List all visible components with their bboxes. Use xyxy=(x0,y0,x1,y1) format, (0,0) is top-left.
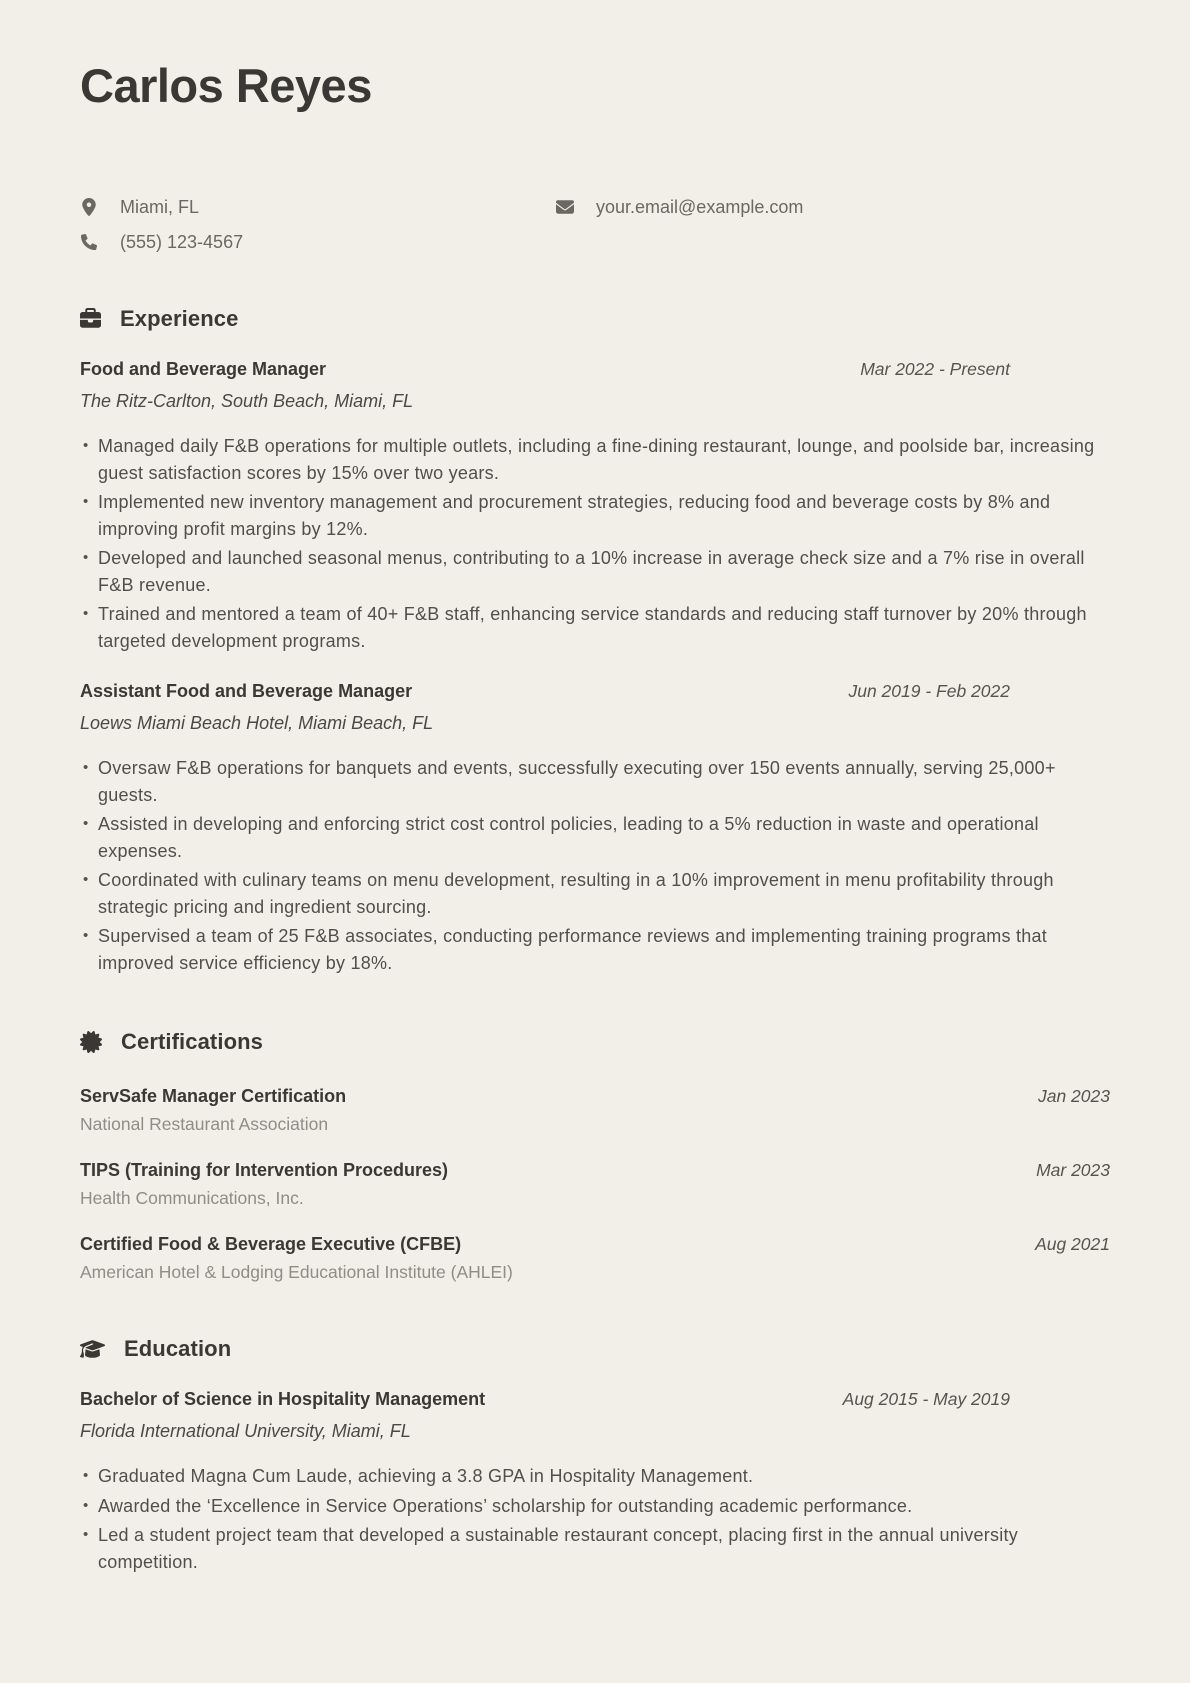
job-title: Assistant Food and Beverage Manager xyxy=(80,681,413,701)
job-company: Loews Miami Beach Hotel, Miami Beach, FL xyxy=(80,713,434,733)
certificate-seal-icon xyxy=(80,1031,102,1053)
certification-date: Jan 2023 xyxy=(1037,1086,1110,1106)
degree-title: Bachelor of Science in Hospitality Management xyxy=(80,1389,486,1409)
person-name: Carlos Reyes xyxy=(80,59,372,112)
certification-title: TIPS (Training for Intervention Procedures) xyxy=(80,1160,449,1180)
bullet-item: • Assisted in developing and enforcing strict cost control policies, leading to a 5% reduction in waste and operational expenses. xyxy=(80,811,1110,864)
bullet-item: • Implemented new inventory management and procurement strategies, reducing food and beverage costs by 8% and improving profit margins by 12%. xyxy=(80,489,1110,542)
phone-icon xyxy=(80,233,98,251)
contact-section xyxy=(80,196,1110,253)
contact-item-phone xyxy=(80,232,556,253)
bullet-item: • Supervised a team of 25 F&B associates, conducting performance reviews and implementing training programs that improved service efficiency by 18%. xyxy=(80,923,1110,976)
certification-entry xyxy=(80,1159,1110,1209)
certification-date: Mar 2023 xyxy=(1036,1160,1110,1180)
education-dates: Aug 2015 - May 2019 xyxy=(842,1389,1010,1409)
school-name: Florida International University, Miami, FL xyxy=(80,1421,411,1441)
education-entry xyxy=(80,1388,1110,1575)
certifications-heading xyxy=(80,1028,1110,1055)
contact-item-location xyxy=(80,197,556,218)
job-entry xyxy=(80,358,1110,654)
bullet-item: • Led a student project team that developed a sustainable restaurant concept, placing first in the annual university competition. xyxy=(80,1522,1110,1575)
bullet-list xyxy=(80,1463,1110,1575)
experience-title: Experience xyxy=(120,306,239,331)
bullet-item: • Graduated Magna Cum Laude, achieving a 3.8 GPA in Hospitality Management. xyxy=(80,1463,1110,1490)
bullet-list xyxy=(80,755,1110,976)
education-heading xyxy=(80,1335,1110,1362)
bullet-item: • Coordinated with culinary teams on menu development, resulting in a 10% improvement in menu profitability through strategic pricing and ingredient sourcing. xyxy=(80,867,1110,920)
location-pin-icon xyxy=(80,198,98,216)
certifications-title: Certifications xyxy=(121,1029,263,1054)
bullet-item: • Oversaw F&B operations for banquets and events, successfully executing over 150 events annually, serving 25,000+ guests. xyxy=(80,755,1110,808)
certification-issuer: National Restaurant Association xyxy=(80,1114,329,1134)
experience-heading xyxy=(80,305,1110,332)
contact-email-text: your.email@example.com xyxy=(596,196,804,217)
briefcase-icon xyxy=(80,308,101,329)
contact-item-email xyxy=(556,197,1110,218)
section-education xyxy=(80,1335,1110,1575)
job-entry xyxy=(80,680,1110,976)
envelope-icon xyxy=(556,198,574,216)
job-title: Food and Beverage Manager xyxy=(80,359,327,379)
bullet-item: • Managed daily F&B operations for multiple outlets, including a fine-dining restaurant, lounge, and poolside bar, increasing guest satisfaction scores by 15% over two years. xyxy=(80,433,1110,486)
bullet-item: • Awarded the ‘Excellence in Service Operations’ scholarship for outstanding academic performance. xyxy=(80,1493,1110,1520)
job-dates: Jun 2019 - Feb 2022 xyxy=(848,681,1010,701)
contact-location-text: Miami, FL xyxy=(120,196,200,217)
certification-entry xyxy=(80,1085,1110,1135)
certification-issuer: American Hotel & Lodging Educational Institute (AHLEI) xyxy=(80,1262,513,1282)
certification-issuer: Health Communications, Inc. xyxy=(80,1188,304,1208)
certification-date: Aug 2021 xyxy=(1035,1234,1110,1254)
graduation-cap-icon xyxy=(80,1339,105,1359)
certification-entry xyxy=(80,1233,1110,1283)
bullet-item: • Trained and mentored a team of 40+ F&B staff, enhancing service standards and reducing staff turnover by 20% through targeted development programs. xyxy=(80,601,1110,654)
contact-phone-text: (555) 123-4567 xyxy=(120,231,244,252)
certification-title: ServSafe Manager Certification xyxy=(80,1086,347,1106)
bullet-item: • Developed and launched seasonal menus, contributing to a 10% increase in average check size and a 7% rise in overall F&B revenue. xyxy=(80,545,1110,598)
certification-title: Certified Food & Beverage Executive (CFBE) xyxy=(80,1234,462,1254)
job-company: The Ritz-Carlton, South Beach, Miami, FL xyxy=(80,391,414,411)
bullet-list xyxy=(80,433,1110,654)
section-experience xyxy=(80,305,1110,976)
section-certifications xyxy=(80,1028,1110,1283)
education-title: Education xyxy=(124,1336,232,1361)
job-dates: Mar 2022 - Present xyxy=(860,359,1010,379)
